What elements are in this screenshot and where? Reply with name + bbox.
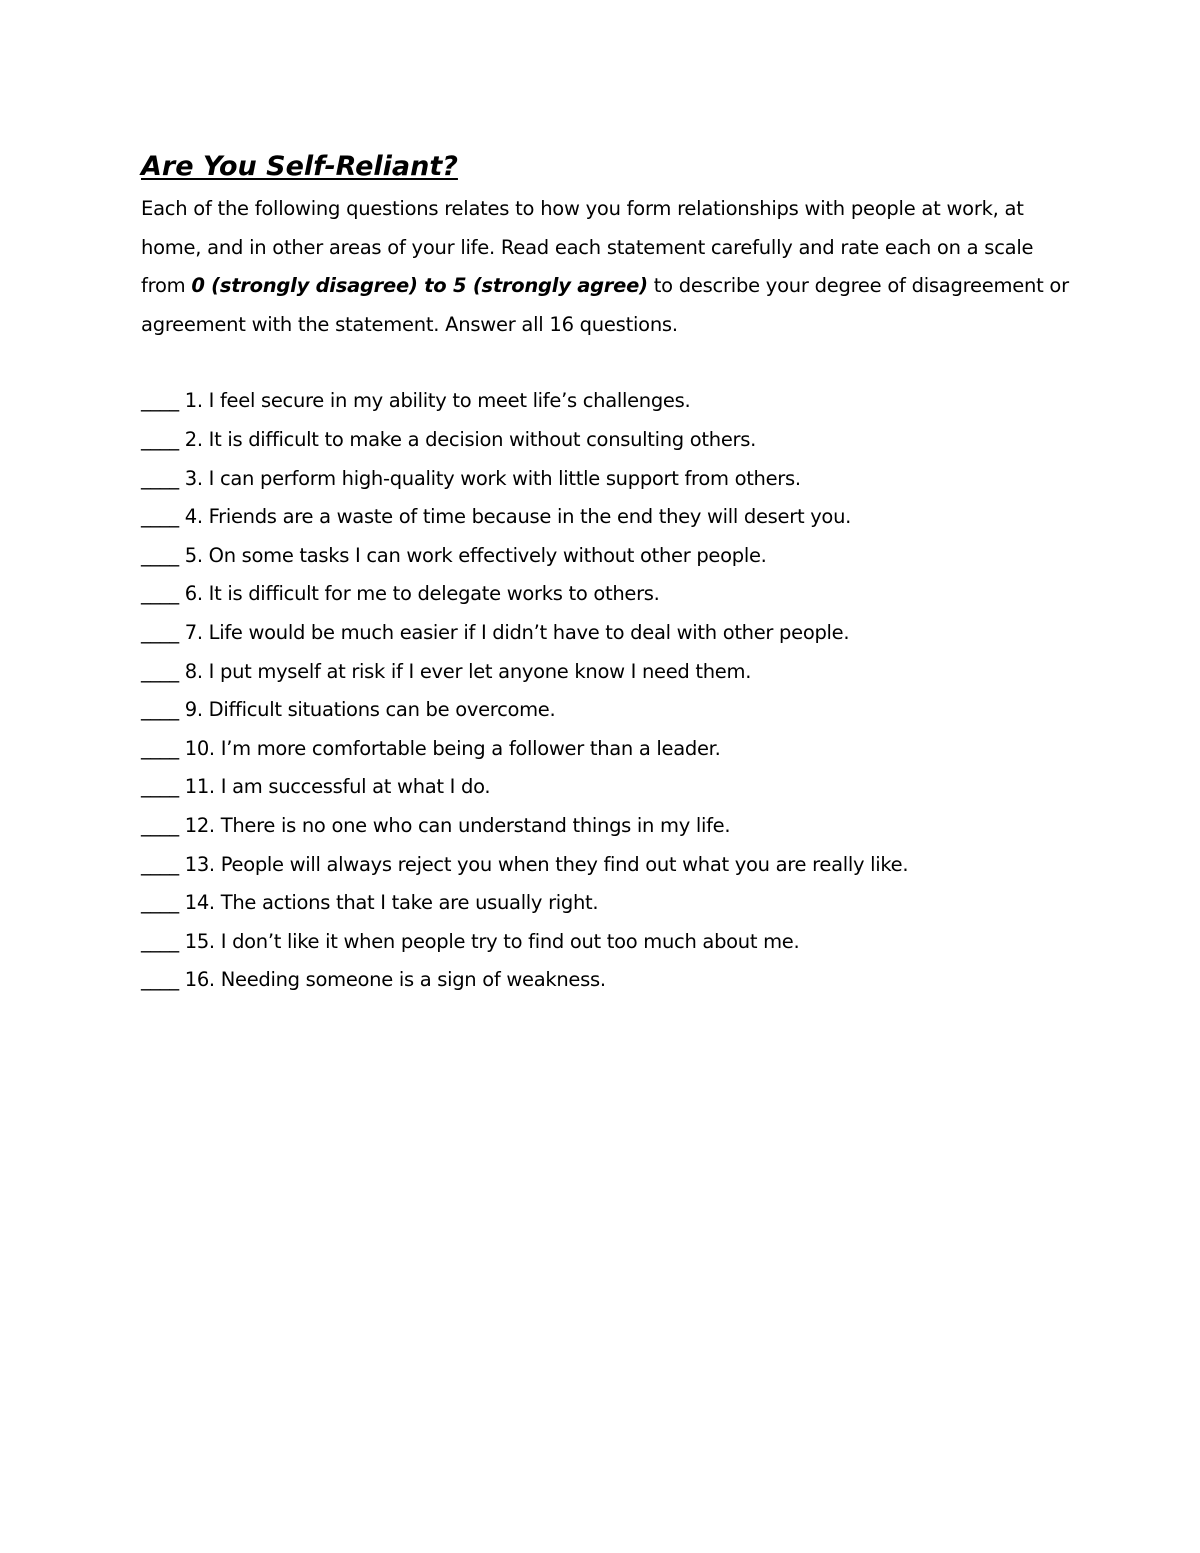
question-item — [141, 807, 1081, 846]
answer-blank[interactable]: ____ — [141, 389, 179, 413]
question-number: 2. — [184, 427, 203, 451]
answer-blank[interactable]: ____ — [141, 852, 179, 876]
question-item — [141, 961, 1081, 1000]
question-item — [141, 498, 1081, 537]
question-number: 14. — [184, 891, 215, 915]
question-text: Needing someone is a sign of weakness. — [220, 968, 606, 992]
question-item — [141, 923, 1081, 962]
answer-blank[interactable]: ____ — [141, 582, 179, 606]
question-text: Difficult situations can be overcome. — [208, 698, 556, 722]
answer-blank[interactable]: ____ — [141, 813, 179, 837]
question-list — [141, 382, 1081, 1000]
question-number: 8. — [184, 659, 203, 683]
question-text: Life would be much easier if I didn’t have to deal with other people. — [208, 620, 850, 644]
answer-blank[interactable]: ____ — [141, 698, 179, 722]
answer-blank[interactable]: ____ — [141, 620, 179, 644]
answer-blank[interactable]: ____ — [141, 775, 179, 799]
answer-blank[interactable]: ____ — [141, 427, 179, 451]
answer-blank[interactable]: ____ — [141, 736, 179, 760]
answer-blank[interactable]: ____ — [141, 968, 179, 992]
question-number: 13. — [184, 852, 215, 876]
instructions-paragraph — [141, 190, 1071, 344]
question-number: 16. — [184, 968, 215, 992]
question-item — [141, 537, 1081, 576]
question-number: 5. — [184, 543, 203, 567]
rating-scale-text: 0 (strongly disagree) to 5 (strongly agree) — [191, 274, 648, 298]
question-number: 7. — [184, 620, 203, 644]
page-title: Are You Self-Reliant? — [141, 151, 458, 182]
question-text: I can perform high-quality work with little support from others. — [208, 466, 801, 490]
question-text: I put myself at risk if I ever let anyone know I need them. — [208, 659, 752, 683]
question-text: On some tasks I can work effectively without other people. — [208, 543, 767, 567]
answer-blank[interactable]: ____ — [141, 543, 179, 567]
question-item — [141, 421, 1081, 460]
instructions-text-end: to describe your degree of disagreement or agreement with the statement. Answer all 16 questions. — [141, 274, 1069, 336]
question-item — [141, 691, 1081, 730]
document-page — [141, 148, 1081, 1000]
question-text: There is no one who can understand things in my life. — [220, 813, 731, 837]
question-text: I am successful at what I do. — [220, 775, 491, 799]
question-number: 1. — [184, 389, 203, 413]
question-item — [141, 846, 1081, 885]
question-text: Friends are a waste of time because in the end they will desert you. — [208, 505, 852, 529]
question-item — [141, 382, 1081, 421]
answer-blank[interactable]: ____ — [141, 466, 179, 490]
answer-blank[interactable]: ____ — [141, 659, 179, 683]
question-text: It is difficult for me to delegate works to others. — [208, 582, 660, 606]
question-text: I’m more comfortable being a follower than a leader. — [220, 736, 721, 760]
question-text: People will always reject you when they find out what you are really like. — [220, 852, 909, 876]
question-item — [141, 460, 1081, 499]
question-number: 6. — [184, 582, 203, 606]
question-item — [141, 884, 1081, 923]
question-number: 10. — [184, 736, 215, 760]
question-number: 15. — [184, 929, 215, 953]
question-item — [141, 575, 1081, 614]
question-number: 12. — [184, 813, 215, 837]
instructions-text-start: Each of the following questions relates to how you form relationships with people at work, at home, and in other areas of your life. Read each statement carefully and rate each on a scale from — [141, 197, 1034, 298]
question-text: I don’t like it when people try to find out too much about me. — [220, 929, 800, 953]
question-item — [141, 768, 1081, 807]
answer-blank[interactable]: ____ — [141, 929, 179, 953]
question-text: I feel secure in my ability to meet life’s challenges. — [208, 389, 691, 413]
question-number: 3. — [184, 466, 203, 490]
question-text: The actions that I take are usually right. — [220, 891, 599, 915]
answer-blank[interactable]: ____ — [141, 505, 179, 529]
question-item — [141, 653, 1081, 692]
question-item — [141, 730, 1081, 769]
question-text: It is difficult to make a decision without consulting others. — [208, 427, 756, 451]
question-number: 11. — [184, 775, 215, 799]
question-number: 9. — [184, 698, 203, 722]
answer-blank[interactable]: ____ — [141, 891, 179, 915]
question-item — [141, 614, 1081, 653]
question-number: 4. — [184, 505, 203, 529]
